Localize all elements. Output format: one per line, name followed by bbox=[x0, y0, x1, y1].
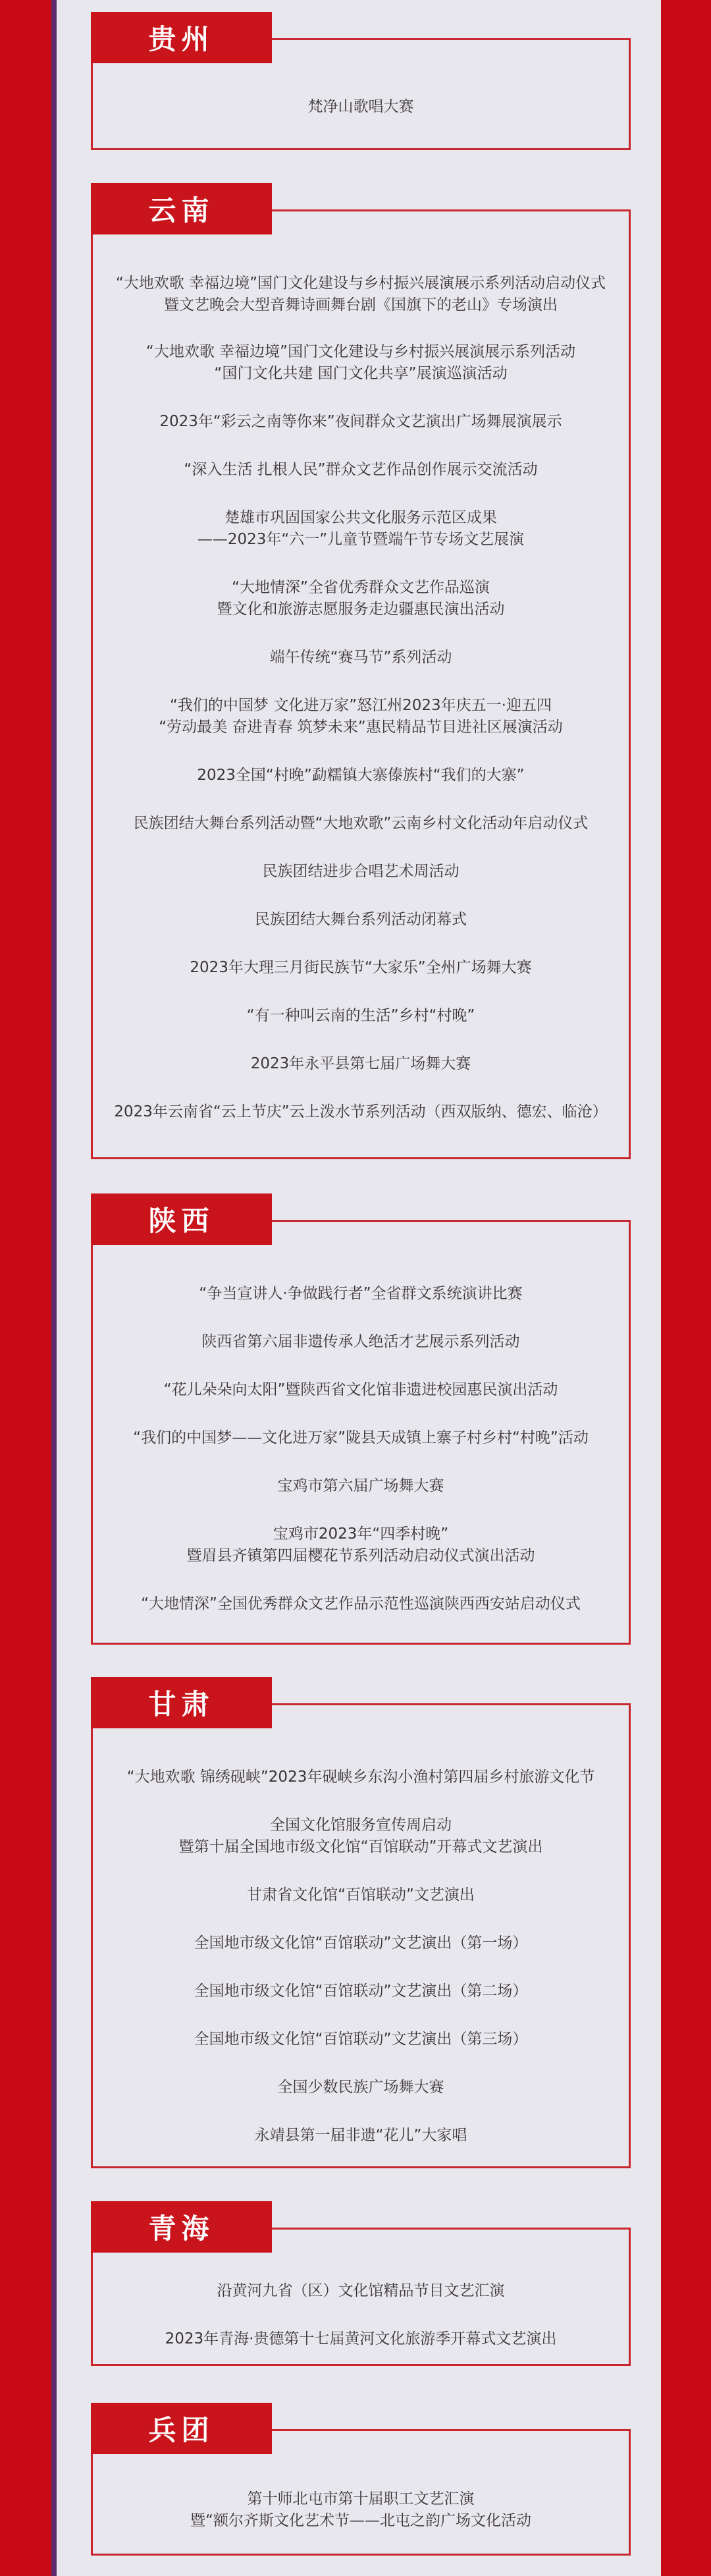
left-red-border bbox=[0, 0, 51, 2576]
item-list bbox=[91, 1767, 631, 2147]
list-item: 梵净山歌唱大赛 bbox=[307, 98, 414, 115]
section-title: 甘肃 bbox=[91, 1677, 272, 1728]
section-title: 云南 bbox=[91, 183, 272, 234]
item-list bbox=[91, 1283, 631, 1615]
list-item: 2023年永平县第七届广场舞大赛 bbox=[250, 1055, 471, 1072]
list-item: 楚雄市巩固国家公共文化服务示范区成果 ——2023年“六一”儿童节暨端午节专场文艺展演 bbox=[197, 509, 525, 548]
section-title: 青海 bbox=[91, 2201, 272, 2253]
item-list bbox=[91, 273, 631, 1123]
list-item: “我们的中国梦——文化进万家”陇县天成镇上寨子村乡村“村晚”活动 bbox=[133, 1429, 589, 1446]
list-item: 宝鸡市2023年“四季村晚” 暨眉县齐镇第四届樱花节系列活动启动仪式演出活动 bbox=[186, 1525, 535, 1564]
list-item: 2023年“彩云之南等你来”夜间群众文艺演出广场舞展演展示 bbox=[159, 413, 562, 430]
list-item: “深入生活 扎根人民”群众文艺作品创作展示交流活动 bbox=[184, 461, 538, 478]
item-list bbox=[91, 2488, 631, 2532]
list-item: 永靖县第一届非遗“花儿”大家唱 bbox=[254, 2127, 467, 2144]
list-item: 全国地市级文化馆“百馆联动”文艺演出（第二场） bbox=[194, 1983, 528, 2000]
section-qinghai bbox=[91, 2201, 631, 2366]
list-item: 全国地市级文化馆“百馆联动”文艺演出（第一场） bbox=[194, 1934, 528, 1952]
left-purple-stripe bbox=[51, 0, 57, 2576]
list-item: 2023年大理三月街民族节“大家乐”全州广场舞大赛 bbox=[190, 959, 532, 976]
list-item: 2023年青海·贵德第十七届黄河文化旅游季开幕式文艺演出 bbox=[165, 2330, 557, 2347]
right-red-border bbox=[661, 0, 711, 2576]
section-gansu bbox=[91, 1677, 631, 2168]
section-title: 兵团 bbox=[91, 2403, 272, 2454]
list-item: 全国地市级文化馆“百馆联动”文艺演出（第三场） bbox=[194, 2031, 528, 2048]
list-item: “花儿朵朵向太阳”暨陕西省文化馆非遗进校园惠民演出活动 bbox=[163, 1381, 558, 1398]
list-item: “争当宣讲人·争做践行者”全省群文系统演讲比赛 bbox=[199, 1285, 523, 1302]
list-item: 2023年云南省“云上节庆”云上泼水节系列活动（西双版纳、德宏、临沧） bbox=[114, 1103, 608, 1120]
list-item: 甘肃省文化馆“百馆联动”文艺演出 bbox=[247, 1886, 475, 1904]
list-item: 民族团结大舞台系列活动闭幕式 bbox=[255, 911, 467, 928]
list-item: “大地欢歌 幸福边境”国门文化建设与乡村振兴展演展示系列活动启动仪式 暨文艺晚会大型音舞诗画舞台剧《国旗下的老山》专场演出 bbox=[115, 275, 606, 314]
list-item: 第十师北屯市第十届职工文艺汇演 暨“额尔齐斯文化艺术节——北屯之韵广场文化活动 bbox=[190, 2490, 531, 2529]
list-item: 陕西省第六届非遗传承人绝活才艺展示系列活动 bbox=[201, 1333, 520, 1350]
list-item: 全国文化馆服务宣传周启动 暨第十届全国地市级文化馆“百馆联动”开幕式文艺演出 bbox=[178, 1817, 543, 1855]
list-item: 民族团结大舞台系列活动暨“大地欢歌”云南乡村文化活动年启动仪式 bbox=[133, 815, 589, 832]
item-list bbox=[91, 96, 631, 118]
list-item: 宝鸡市第六届广场舞大赛 bbox=[277, 1477, 444, 1494]
list-item: “有一种叫云南的生活”乡村“村晚” bbox=[246, 1007, 475, 1024]
item-list bbox=[91, 2280, 631, 2350]
list-item: 2023全国“村晚”勐糯镇大寨傣族村“我们的大寨” bbox=[197, 767, 525, 784]
list-item: 民族团结进步合唱艺术周活动 bbox=[262, 863, 460, 880]
section-title: 陕西 bbox=[91, 1193, 272, 1245]
section-title: 贵州 bbox=[91, 12, 272, 63]
section-bingtuan bbox=[91, 2403, 631, 2556]
list-item: 全国少数民族广场舞大赛 bbox=[277, 2079, 444, 2096]
section-shaanxi bbox=[91, 1193, 631, 1645]
list-item: 沿黄河九省（区）文化馆精品节目文艺汇演 bbox=[217, 2282, 505, 2299]
list-item: “大地情深”全省优秀群众文艺作品巡演 暨文化和旅游志愿服务走边疆惠民演出活动 bbox=[217, 579, 505, 618]
list-item: “大地欢歌 幸福边境”国门文化建设与乡村振兴展演展示系列活动 “国门文化共建 国门文化共享”展演巡演活动 bbox=[145, 343, 576, 382]
list-item: “大地欢歌 锦绣砚峡”2023年砚峡乡东沟小渔村第四届乡村旅游文化节 bbox=[126, 1768, 595, 1786]
section-guizhou bbox=[91, 12, 631, 150]
section-yunnan bbox=[91, 183, 631, 1159]
list-item: “大地情深”全国优秀群众文艺作品示范性巡演陕西西安站启动仪式 bbox=[141, 1595, 581, 1612]
list-item: 端午传统“赛马节”系列活动 bbox=[269, 649, 452, 666]
list-item: “我们的中国梦 文化进万家”怒江州2023年庆五一·迎五四 “劳动最美 奋进青春 筑梦未来”惠民精品节目进社区展演活动 bbox=[159, 697, 563, 736]
